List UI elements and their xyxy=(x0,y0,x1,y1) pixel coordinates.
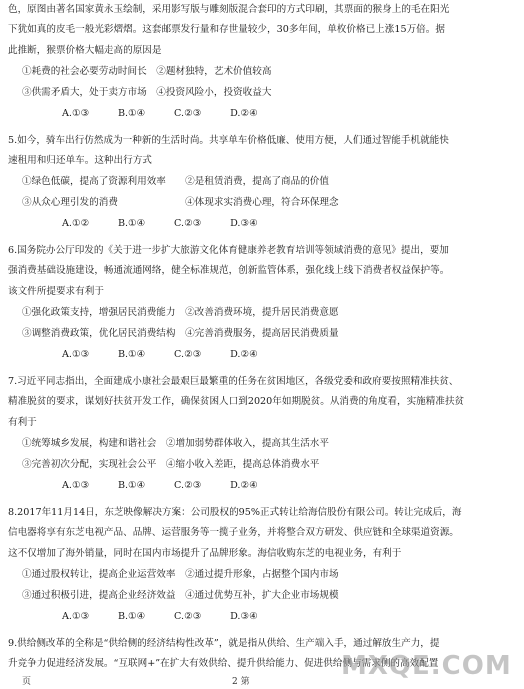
text-line: 强消费基础设施建设，畅通流通网络，健全标准规范，创新监管体系，强化线上线下消费者权益保护等。 xyxy=(8,265,450,276)
option-statement: ③调整消费政策，优化居民消费结构 ④完善消费服务，提高居民消费质量 xyxy=(22,328,339,339)
text-line: 下犹如真的皮毛一般光彩熠熠。这套邮票发行量和存世量较少，30多年间，单枚价格已上涨15万倍。据 xyxy=(8,24,445,35)
text-line: 色，原图由著名国家黄永玉绘制，采用影写版与雕刻版混合套印的方式印刷，其票面的猴身上的毛在阳光 xyxy=(8,4,450,15)
text-line: 有利于 xyxy=(8,417,37,428)
option-statement: ③通过积极引进，提高企业经济效益 ④通过优势互补，扩大企业市场规模 xyxy=(22,590,339,601)
text-line: 精准脱贫的要求，谋划好扶贫开发工作，确保贫困人口到2020年如期脱贫。从消费的角度看，实施精准扶贫 xyxy=(8,396,465,407)
option-statement: ①耗费的社会必要劳动时间长 ②题材独特，艺术价值较高 xyxy=(22,66,272,77)
option-statement: ①统筹城乡发展，构建和谐社会 ②增加弱势群体收入，提高其生活水平 xyxy=(22,438,329,449)
text-line: 速租用和归还单车。这种出行方式 xyxy=(8,155,152,166)
question-9-stem: 9.供给侧改革的全称是“供给侧的经济结构性改革”，就是指从供给、生产端入手，通过解放生产力，提 xyxy=(8,638,440,649)
text-line: 信电器将享有东芝电视产品、品牌、运营服务等一揽子业务，并将整合双方研发、供应链和全球渠道资源。 xyxy=(8,527,459,538)
text-line: 这不仅增加了海外销量，同时在国内市场提升了品牌形象。海信收购东芝的电视业务，有利于 xyxy=(8,548,402,559)
option-statement: ①强化政策支持，增强居民消费能力 ②改善消费环境，提升居民消费意愿 xyxy=(22,307,339,318)
question-5-stem: 5.如今，骑车出行仿然成为一种新的生活时尚。共享单车价格低廉、使用方便，人们通过智能手机就能快 xyxy=(8,135,449,146)
answer-choices: A.①③ B.①④ C.②③ D.②④ xyxy=(62,349,258,360)
question-7-stem: 7.习近平同志指出，全面建成小康社会最艰巨最繁重的任务在贫困地区，各级党委和政府要按照精准扶贫、 xyxy=(8,376,459,387)
option-statement: ①绿色低碳，提高了资源利用效率 ②是租赁消费，提高了商品的价值 xyxy=(22,176,329,187)
option-statement: ③供需矛盾大，处于卖方市场 ④投资风险小，投资收益大 xyxy=(22,87,272,98)
answer-choices: A.①② B.①④ C.②③ D.③④ xyxy=(62,218,258,229)
question-8-stem: 8.2017年11月14日，东芝映像解决方案：公司股权的95%正式转让给海信股份有限公司。转让完成后，海 xyxy=(8,507,462,518)
site-watermark: MXQE.COM xyxy=(341,651,512,681)
text-line: 升竞争力促进经济发展。“互联网+”在扩大有效供给、提升供给能力、促进供给侧与需求侧的高效配置 xyxy=(8,658,439,669)
text-line: 该文件所提要求有利于 xyxy=(8,286,104,297)
answer-choices: A.①③ B.①④ C.②③ D.②④ xyxy=(62,108,258,119)
page-number: 2 第 xyxy=(232,677,250,687)
option-statement: ①通过股权转让，提高企业运营效率 ②通过提升形象，占据整个国内市场 xyxy=(22,569,339,580)
option-statement: ③完善初次分配，实现社会公平 ④缩小收入差距，提高总体消费水平 xyxy=(22,459,320,470)
footer-left: 页 xyxy=(22,677,32,687)
answer-choices: A.①③ B.①④ C.②③ D.②④ xyxy=(62,480,258,491)
answer-choices: A.①③ B.①④ C.②③ D.③④ xyxy=(62,611,258,622)
question-6-stem: 6.国务院办公厅印发的《关于进一步扩大旅游文化体育健康养老教育培训等领域消费的意见》提出，要加 xyxy=(8,245,449,256)
option-statement: ③从众心理引发的消费 ④体现求实消费心理，符合环保理念 xyxy=(22,197,339,208)
text-line: 此推断，猴票价格大幅走高的原因是 xyxy=(8,45,162,56)
